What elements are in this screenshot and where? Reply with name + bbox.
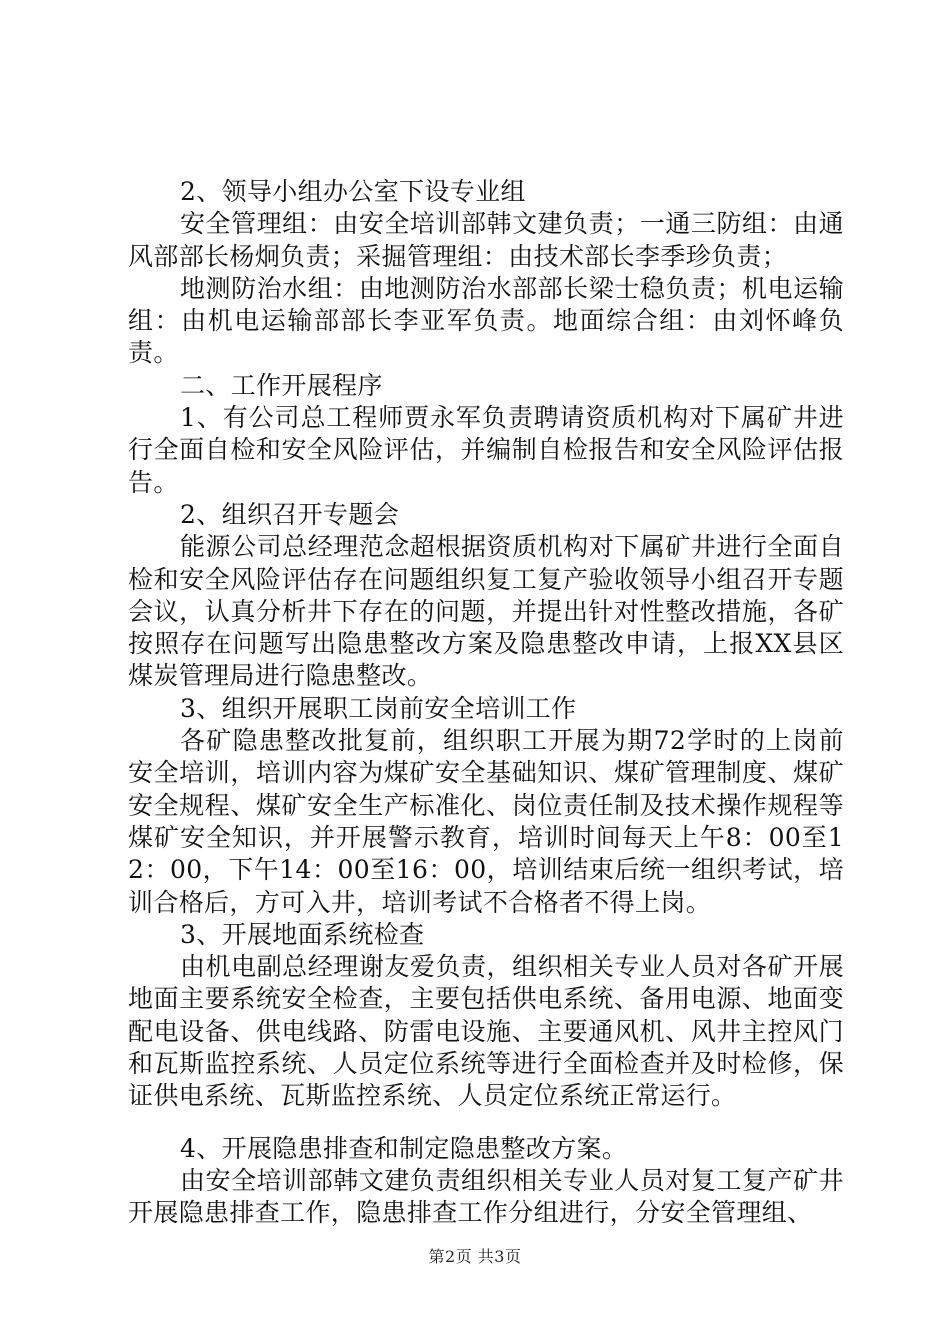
- paragraph-groups-part1: 安全管理组：由安全培训部韩文建负责；一通三防组：由通风部部长杨炯负责；采掘管理组：由技术部长李季珍负责；: [128, 209, 844, 271]
- section-heading-procedure: 二、工作开展程序: [180, 370, 383, 400]
- subheading-training: 3、组织开展职工岗前安全培训工作: [180, 693, 577, 723]
- subheading-surface-inspection: 3、开展地面系统检查: [180, 919, 425, 949]
- page-number-footer: 第2页 共3页: [428, 1247, 522, 1266]
- subheading-professional-groups: 2、领导小组办公室下设专业组: [180, 177, 526, 206]
- paragraph-special-meeting: 能源公司总经理范念超根据资质机构对下属矿井进行全面自检和安全风险评估存在问题组织复工复产验收领导小组召开专题会议，认真分析井下存在的问题，并提出针对性整改措施，各矿按照存在问题写出隐患整改方案及隐患整改申请，上报XX县区煤炭管理局进行隐患整改。: [128, 532, 844, 691]
- paragraph-surface-inspection: 由机电副总经理谢友爱负责，组织相关专业人员对各矿开展地面主要系统安全检查，主要包括供电系统、备用电源、地面变配电设备、供电线路、防雷电设施、主要通风机、风井主控风门和瓦斯监控系统、人员定位系统等进行全面检查并及时检修，保证供电系统、瓦斯监控系统、人员定位系统正常运行。: [128, 952, 844, 1111]
- subheading-hazard-check: 4、开展隐患排查和制定隐患整改方案。: [180, 1133, 628, 1163]
- paragraph-training: 各矿隐患整改批复前，组织职工开展为期72学时的上岗前安全培训，培训内容为煤矿安全基础知识、煤矿管理制度、煤矿安全规程、煤矿安全生产标准化、岗位责任制及技术操作规程等煤矿安全知识，并开展警示教育，培训时间每天上午8：00至12：00，下午14：00至16：00，培训结束后统一组织考试，培训合格后，方可入井，培训考试不合格者不得上岗。: [128, 726, 844, 917]
- paragraph-groups-part2: 地测防治水组：由地测防治水部部长梁士稳负责；机电运输组：由机电运输部部长李亚军负责。地面综合组：由刘怀峰负责。: [128, 273, 844, 368]
- subheading-special-meeting: 2、组织召开专题会: [180, 499, 400, 529]
- document-body: [128, 176, 844, 1230]
- paragraph-step-1: 1、有公司总工程师贾永军负责聘请资质机构对下属矿井进行全面自检和安全风险评估，并编制自检报告和安全风险评估报告。: [128, 403, 844, 497]
- paragraph-hazard-check: 由安全培训部韩文建负责组织相关专业人员对复工复产矿井开展隐患排查工作，隐患排查工作分组进行，分安全管理组、: [128, 1165, 844, 1228]
